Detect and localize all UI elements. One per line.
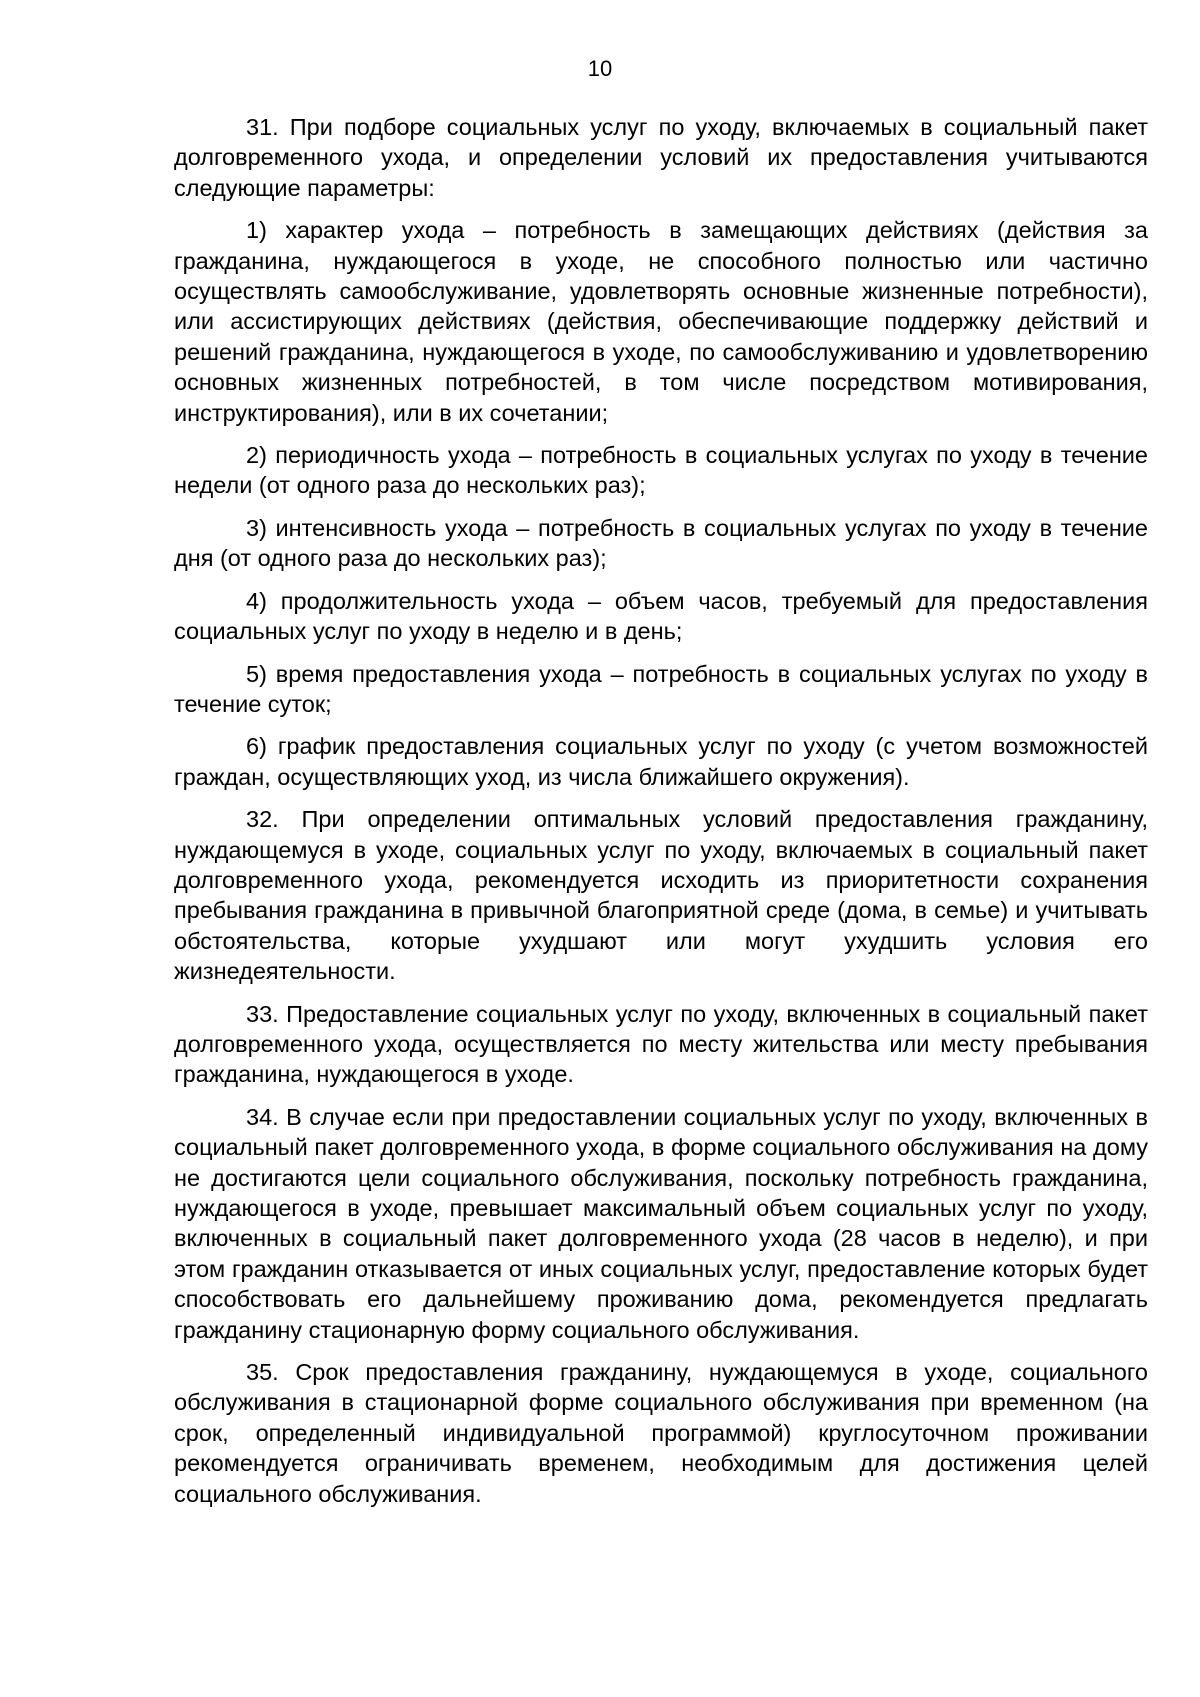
paragraph-31: 31. При подборе социальных услуг по уходу, включаемых в социальный пакет долговременного ухода, и определении условий их предоставления учитываются следующие параметры: <box>174 114 1148 201</box>
list-item-1-care-character: 1) характер ухода – потребность в замещающих действиях (действия за гражданина, нуждающегося в уходе, не способного полностью или частично осуществлять самообслуживание, удовлетворять основные жизненные потребности), или ассистирующих действиях (действия, обеспечивающие поддержку действий и решений гражданина, нуждающегося в уходе, по самообслуживанию и удовлетворению основных жизненных потребностей, в том числе посредством мотивирования, инструктирования), или в их сочетании; <box>174 217 1148 426</box>
document-body <box>174 112 1148 1521</box>
paragraph-35: 35. Срок предоставления гражданину, нуждающемуся в уходе, социального обслуживания в стационарной форме социального обслуживания при временном (на срок, определенный индивидуальной программой) круглосуточном проживании рекомендуется ограничивать временем, необходимым для достижения целей социального обслуживания. <box>174 1359 1148 1507</box>
list-item-5-care-time: 5) время предоставления ухода – потребность в социальных услугах по уходу в течение суток; <box>174 660 1148 717</box>
list-item-4-care-duration: 4) продолжительность ухода – объем часов, требуемый для предоставления социальных услуг по уходу в неделю и в день; <box>174 587 1148 645</box>
list-item-2-care-periodicity: 2) периодичность ухода – потребность в социальных услугах по уходу в течение недели (от одного раза до нескольких раз); <box>174 442 1148 499</box>
list-item-6-care-schedule: 6) график предоставления социальных услуг по уходу (с учетом возможностей граждан, осуществляющих уход, из числа ближайшего окружения). <box>174 733 1148 790</box>
list-item-3-care-intensity: 3) интенсивность ухода – потребность в социальных услугах по уходу в течение дня (от одного раза до нескольких раз); <box>174 514 1148 572</box>
paragraph-32: 32. При определении оптимальных условий предоставления гражданину, нуждающемуся в уходе, социальных услуг по уходу, включаемых в социальный пакет долговременного ухода, рекомендуется исходить из приоритетности сохранения пребывания гражданина в привычной благоприятной среде (дома, в семье) и учитывать обстоятельства, которые ухудшают или могут ухудшить условия его жизнедеятельности. <box>174 806 1148 985</box>
paragraph-34: 34. В случае если при предоставлении социальных услуг по уходу, включенных в социальный пакет долговременного ухода, в форме социального обслуживания на дому не достигаются цели социального обслуживания, поскольку потребность гражданина, нуждающегося в уходе, превышает максимальный объем социальных услуг по уходу, включенных в социальный пакет долговременного ухода (28 часов в неделю), и при этом гражданин отказывается от иных социальных услуг, предоставление которых будет способствовать его дальнейшему проживанию дома, рекомендуется предлагать гражданину стационарную форму социального обслуживания. <box>174 1103 1148 1343</box>
page-number: 10 <box>587 56 613 81</box>
paragraph-33: 33. Предоставление социальных услуг по уходу, включенных в социальный пакет долговременного ухода, осуществляется по месту жительства или месту пребывания гражданина, нуждающегося в уходе. <box>174 1000 1148 1088</box>
